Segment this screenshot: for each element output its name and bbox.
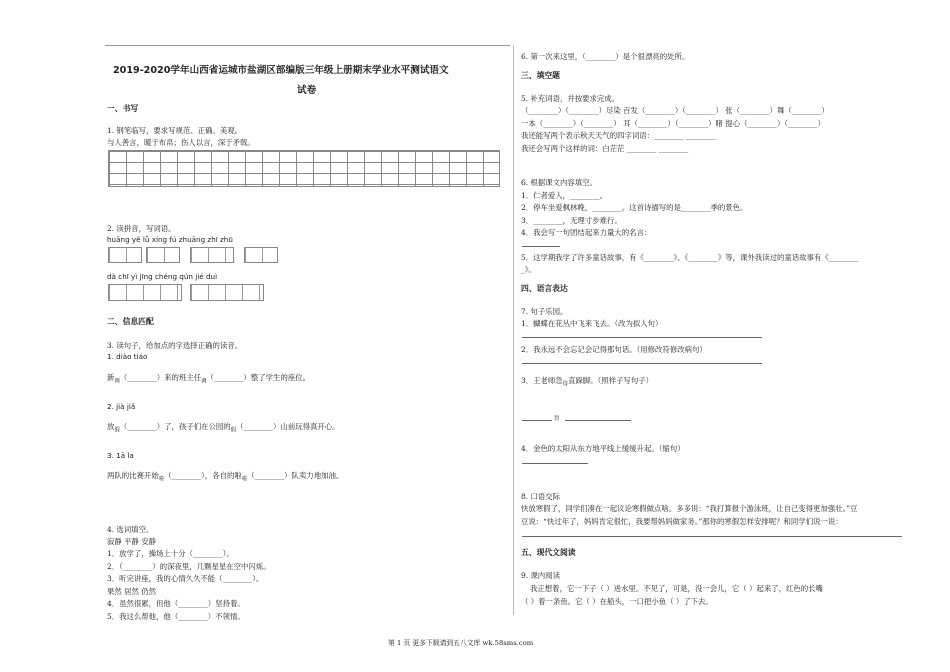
header-rule	[105, 45, 510, 46]
fill-item: 1．仁者爱人，________。	[521, 191, 607, 200]
answer-line[interactable]	[522, 536, 902, 537]
fill-item: 2．（________）的深夜里，几颗星星在空中闪烁。	[107, 562, 271, 571]
section-heading: 一、书写	[107, 104, 139, 113]
copy-sentence: 与人善言，暖于布帛；伤人以言，深于矛戟。	[107, 138, 255, 147]
fill-item: _》。	[521, 265, 536, 274]
word-options: 果然 居然 仍然	[107, 587, 157, 596]
fill-line: 我还会写两个这样的词：白茫茫 ________ ________	[521, 144, 689, 153]
answer-line[interactable]	[522, 337, 762, 338]
question-text: 8. 口语交际	[521, 492, 560, 501]
question-text: 1. 钢笔临写，要求写规范、正确、美观。	[107, 126, 243, 135]
writing-grid[interactable]	[108, 150, 500, 187]
question-text: 2. 读拼音，写词语。	[107, 224, 176, 233]
question-text: 4. 选词填空。	[107, 525, 154, 534]
question-text: 7. 句子乐园。	[521, 307, 568, 316]
fill-item: 4．虽然很累，但他（________）坚持着。	[107, 599, 245, 608]
passage-text: 豆说：“快过年了，妈妈肯定很忙，我要帮妈妈做家务。”那你的寒假怎样安排呢？和同学们说一说：	[521, 517, 843, 526]
passage-text: 快放寒假了，同学们凑在一起议论寒假做点啥。多多说：“我打算报个游泳班，让自己变得更加强壮。”豆	[521, 504, 858, 513]
answer-line[interactable]	[522, 463, 588, 464]
fill-item: 3．________，无理寸步难行。	[521, 216, 622, 225]
fill-item: 2．我永远不会忘记会记得那句话。（用修改符修改病句）	[521, 345, 707, 354]
fill-item: 4．我会写一句团结起来力量大的名言：	[521, 228, 652, 237]
sentence: 新$_调$（________）来的班主任$_调$（________）整了学生的座位。	[107, 373, 311, 385]
fill-item: 3．王老师急$_得$直跺脚。（照样子写句子）	[521, 376, 654, 388]
fill-item: 5．这学期我学了许多童话故事，有《________》、《________》等，课外我读过的童话故事有《________	[521, 253, 859, 262]
pinyin-options: 3. 1ā la	[107, 451, 134, 460]
answer-grid[interactable]	[108, 247, 142, 263]
fill-line: （________）（________）尽染 百发（________）（________） 张（________）舞（________）	[521, 106, 829, 115]
sentence: 放$_假$（________）了，孩子们在公园的$_假$（________）山前玩得真开心。	[107, 422, 340, 434]
section-heading: 三、填空题	[521, 71, 560, 80]
fill-item: 5．我这么帮他，他（________）不领情。	[107, 612, 245, 621]
sentence: 两队的比赛开始$_啦$（________），各自的啦$_啦$（________）队卖力地加油。	[107, 471, 344, 483]
question-text: 6. 第一次来这里，（________）是个很漂亮的处所。	[521, 52, 690, 61]
fill-item: 3．听完讲座，我的心情久久不能（________）。	[107, 574, 264, 583]
question-text: 9. 课内阅读	[521, 571, 560, 580]
answer-line[interactable]	[522, 363, 762, 364]
fill-item: 1．蝴蝶在花丛中飞来飞去。（改为拟人句）	[521, 319, 663, 328]
answer-grid[interactable]	[108, 284, 182, 301]
fill-line: 一本（________）（________） 耳（________）（________）睹 提心（________）（________）	[521, 119, 826, 128]
word-options: 寂静 平静 安静	[107, 537, 157, 546]
fill-item: 1．放学了，操场上十分（________）。	[107, 549, 234, 558]
page-title-continued: 试卷	[297, 85, 317, 96]
answer-grid[interactable]	[146, 247, 180, 263]
section-heading: 二、信息匹配	[107, 317, 154, 326]
passage-text: 我正想着，它一下子（ ）进水里。不见了，可是，没一会儿，它（ ）起来了，红色的长嘴	[530, 584, 823, 593]
question-text: 5. 补充词语，并按要求完成。	[521, 94, 620, 103]
page-footer: 第 1 页 更多下载请到五八文库 wk.58sms.com	[388, 639, 534, 647]
passage-text: （ ）着一条鱼。它（ ）在船头，一口把小鱼（ ）了下去。	[521, 597, 713, 606]
page-title: 2019-2020学年山西省运城市盐湖区部编版三年级上册期末学业水平测试语文	[113, 65, 449, 76]
question-text: 6. 根据课文内容填空。	[521, 178, 597, 187]
answer-line[interactable]	[565, 420, 631, 421]
question-text: 3. 读句子，给加点的字选择正确的读音。	[107, 341, 243, 350]
section-heading: 四、语言表达	[521, 284, 568, 293]
model-char: 得	[554, 416, 560, 422]
answer-grid[interactable]	[244, 247, 278, 263]
answer-line[interactable]	[522, 246, 560, 247]
pinyin-options: 1. diào tiáo	[107, 352, 148, 361]
column-divider	[513, 45, 514, 615]
pinyin-options: 2. jià jiǎ	[107, 402, 136, 411]
answer-grid[interactable]	[190, 247, 234, 263]
section-heading: 五、现代文阅读	[521, 548, 576, 557]
fill-item: 2．停车坐爱枫林晚，________。这首诗描写的是________季的景色。	[521, 203, 748, 212]
answer-grid[interactable]	[190, 284, 264, 301]
fill-line: 我还能写两个表示秋天天气的四字词语：________ ________	[521, 131, 716, 140]
pinyin-row: huāng yě lǚ xíng fú zhuāng zhī zhū	[107, 235, 233, 244]
pinyin-row: dà chī yì jīng chéng qún jié duì	[107, 272, 218, 281]
answer-line[interactable]	[522, 420, 552, 421]
fill-item: 4．金色的太阳从东方地平线上缓缓升起。（缩句）	[521, 444, 685, 453]
